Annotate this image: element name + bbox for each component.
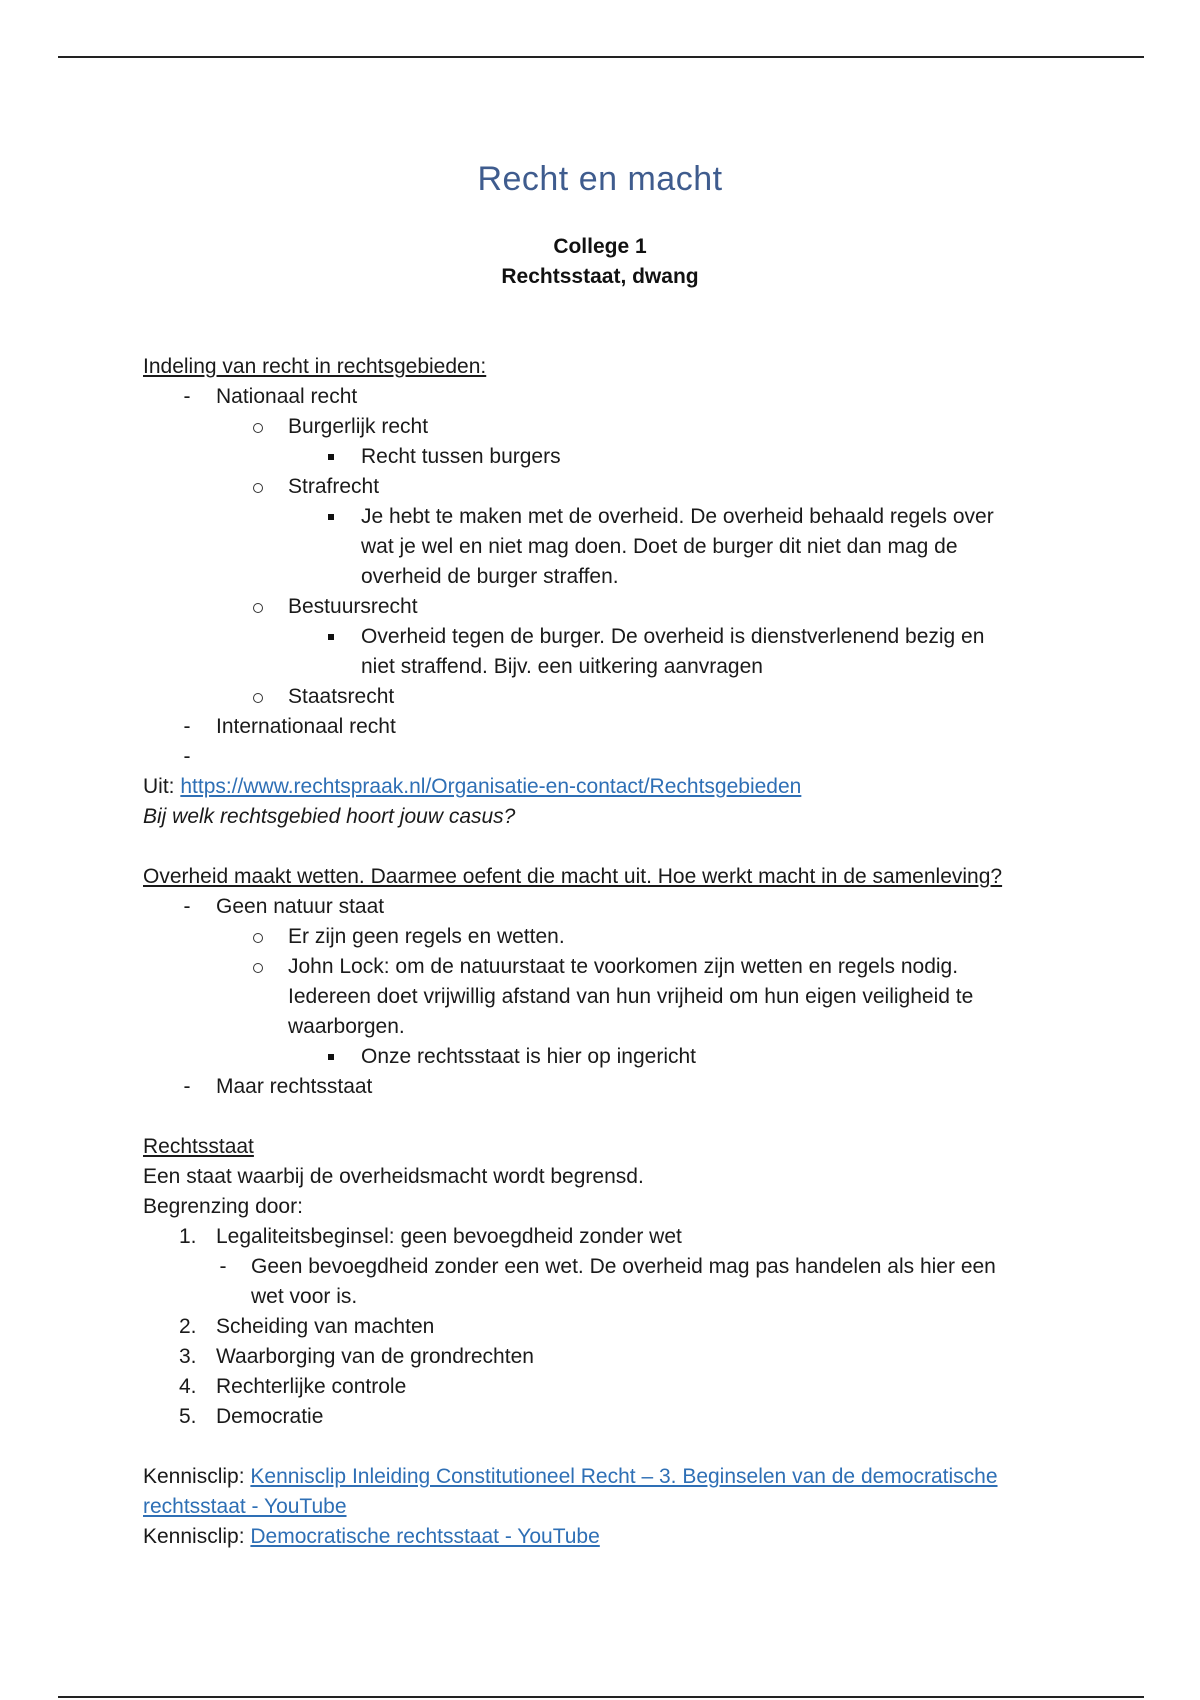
numbered-item: 4. Rechterlijke controle	[179, 1375, 407, 1398]
list-item-continuation: wet voor is.	[251, 1285, 358, 1308]
rechtsstaat-definition: Een staat waarbij de overheidsmacht wordt begrensd.	[143, 1165, 644, 1188]
list-item-continuation: waarborgen.	[288, 1015, 405, 1038]
list-item: Er zijn geen regels en wetten.	[143, 922, 1073, 952]
numbered-item: 3. Waarborging van de grondrechten	[179, 1345, 534, 1368]
list-item: Onze rechtsstaat is hier op ingericht	[143, 1042, 1073, 1072]
list-item-continuation: wat je wel en niet mag doen. Doet de burger dit niet dan mag de	[361, 535, 958, 558]
list-item: - Internationaal recht	[143, 712, 1073, 742]
circle-bullet-icon	[253, 933, 263, 943]
kennisclip-link-2[interactable]: Democratische rechtsstaat - YouTube	[250, 1525, 600, 1548]
source-line: Uit: https://www.rechtspraak.nl/Organisatie-en-contact/Rechtsgebieden	[143, 775, 802, 798]
list-item: - Geen bevoegdheid zonder een wet. De overheid mag pas handelen als hier een	[143, 1252, 1073, 1282]
circle-bullet-icon	[253, 963, 263, 973]
footer-rule	[58, 1696, 1144, 1698]
kennisclip-link-1-continuation[interactable]: rechtsstaat - YouTube	[143, 1495, 347, 1518]
list-item: Burgerlijk recht	[143, 412, 1073, 442]
lecture-topic: Rechtsstaat, dwang	[501, 265, 699, 288]
list-item: - Nationaal recht	[143, 382, 1073, 412]
list-item: Strafrecht	[143, 472, 1073, 502]
square-bullet-icon	[328, 634, 334, 640]
list-item: - Geen natuur staat	[143, 892, 1073, 922]
kennisclip-link-1[interactable]: Kennisclip Inleiding Constitutioneel Recht – 3. Beginselen van de democratische	[250, 1465, 998, 1488]
square-bullet-icon	[328, 514, 334, 520]
circle-bullet-icon	[253, 603, 263, 613]
dash-bullet: -	[183, 895, 191, 918]
numbered-item: 1. Legaliteitsbeginsel: geen bevoegdheid zonder wet	[179, 1225, 682, 1248]
begrenzing-label: Begrenzing door:	[143, 1195, 303, 1218]
section-heading-macht: Overheid maakt wetten. Daarmee oefent die macht uit. Hoe werkt macht in de samenleving?	[143, 865, 1003, 888]
document-body	[143, 352, 1073, 1552]
numbered-item: 5. Democratie	[179, 1405, 324, 1428]
numbered-item: 2. Scheiding van machten	[179, 1315, 435, 1338]
kennisclip-line: Kennisclip: Democratische rechtsstaat - YouTube	[143, 1525, 600, 1548]
section-heading-rechtsgebieden: Indeling van recht in rechtsgebieden:	[143, 355, 487, 378]
list-item: Recht tussen burgers	[143, 442, 1073, 472]
kennisclip-line-continuation	[143, 1492, 1073, 1522]
kennisclip-line: Kennisclip: Kennisclip Inleiding Constitutioneel Recht – 3. Beginselen van de democratische	[143, 1465, 998, 1488]
list-item: John Lock: om de natuurstaat te voorkomen zijn wetten en regels nodig.	[143, 952, 1073, 982]
dash-bullet: -	[183, 385, 191, 408]
list-item-continuation: Iedereen doet vrijwillig afstand van hun vrijheid om hun eigen veiligheid te	[288, 985, 974, 1008]
square-bullet-icon	[328, 1054, 334, 1060]
list-item: Staatsrecht	[143, 682, 1073, 712]
header-rule	[58, 56, 1144, 58]
list-item: Bestuursrecht	[143, 592, 1073, 622]
list-item: - Maar rechtsstaat	[143, 1072, 1073, 1102]
dash-bullet: -	[183, 1075, 191, 1098]
lecture-number: College 1	[553, 235, 647, 258]
circle-bullet-icon	[253, 423, 263, 433]
dash-bullet: -	[183, 715, 191, 738]
list-item: Je hebt te maken met de overheid. De overheid behaald regels over	[143, 502, 1073, 532]
source-link[interactable]: https://www.rechtspraak.nl/Organisatie-en-contact/Rechtsgebieden	[180, 775, 802, 798]
dash-bullet: -	[219, 1255, 227, 1278]
casus-question: Bij welk rechtsgebied hoort jouw casus?	[143, 805, 516, 828]
empty-list-item	[143, 742, 1073, 772]
circle-bullet-icon	[253, 483, 263, 493]
list-item-continuation: overheid de burger straffen.	[361, 565, 619, 588]
list-item: Overheid tegen de burger. De overheid is dienstverlenend bezig en	[143, 622, 1073, 652]
section-heading-rechtsstaat: Rechtsstaat	[143, 1135, 254, 1158]
square-bullet-icon	[328, 454, 334, 460]
list-item-continuation: niet straffend. Bijv. een uitkering aanvragen	[361, 655, 763, 678]
dash-bullet: -	[183, 745, 191, 768]
circle-bullet-icon	[253, 693, 263, 703]
document-title: Recht en macht	[477, 160, 723, 198]
